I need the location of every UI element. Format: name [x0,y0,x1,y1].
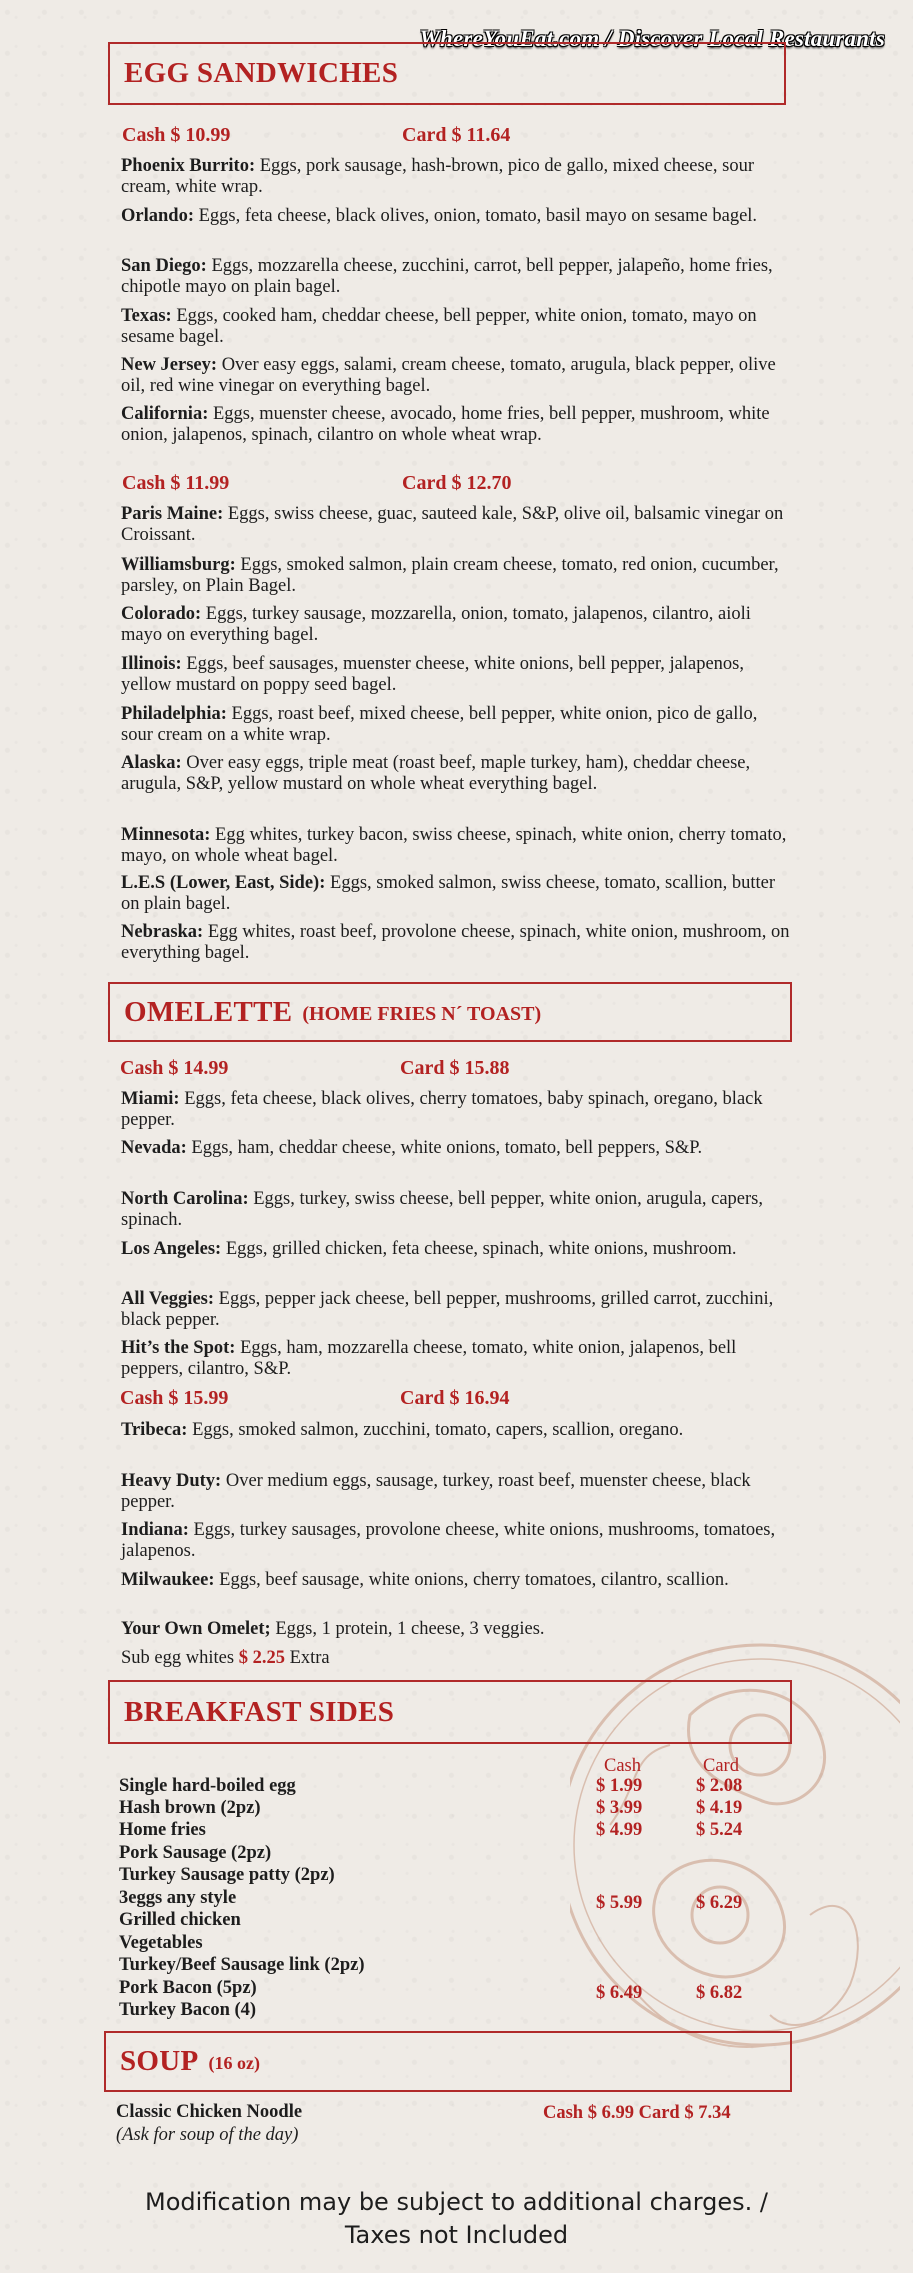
menu-item-miami: Miami: Eggs, feta cheese, black olives, cherry tomatoes, baby spinach, oregano, black pepper. [121,1089,763,1130]
breakfast-sides-header [108,1680,792,1744]
footer-line-1: Modification may be subject to additional charges. / [144,2188,769,2216]
side-item: Vegetables [119,1933,203,1953]
menu-item-alaska: Alaska: Over easy eggs, triple meat (roast beef, maple turkey, ham), cheddar cheese, arugula, S&P, yellow mustard on whole wheat everything bagel. [121,753,751,794]
side-item: Hash brown (2pz) [119,1798,261,1818]
cash-price: Cash $ 11.99 [122,472,230,494]
side-cash-price: $ 3.99 [596,1798,643,1818]
menu-item-all-veggies: All Veggies: Eggs, pepper jack cheese, bell pepper, mushrooms, grilled carrot, zucchini, black pepper. [121,1289,774,1330]
menu-item-tribeca: Tribeca: Eggs, smoked salmon, zucchini, tomato, capers, scallion, oregano. [121,1420,684,1440]
card-price: Card $ 11.64 [402,124,511,146]
side-item: Pork Sausage (2pz) [119,1843,272,1863]
card-price: Card $ 12.70 [402,472,512,494]
omelette-title: OMELETTE [124,995,293,1028]
menu-item-texas: Texas: Eggs, cooked ham, cheddar cheese, bell pepper, white onion, tomato, mayo on sesame bagel. [121,306,757,347]
side-item: Turkey/Beef Sausage link (2pz) [119,1955,365,1975]
side-cash-price: $ 5.99 [596,1893,643,1913]
menu-item-phoenix-burrito: Phoenix Burrito: Eggs, pork sausage, hash-brown, pico de gallo, mixed cheese, sour cream, white wrap. [121,156,754,197]
egg-whites-extra-note: Sub egg whites $ 2.25 Extra [121,1648,330,1668]
soup-header [104,2031,792,2092]
menu-item-philadelphia: Philadelphia: Eggs, roast beef, mixed cheese, bell pepper, white onion, pico de gallo, sour cream on a white wrap. [121,704,758,745]
menu-item-hits-the-spot: Hit’s the Spot: Eggs, ham, mozzarella cheese, tomato, white onion, jalapenos, bell peppers, cilantro, S&P. [121,1338,737,1379]
cash-price: Cash $ 10.99 [122,124,231,146]
card-price: Card $ 15.88 [400,1057,510,1079]
side-card-price: $ 4.19 [696,1798,743,1818]
cash-price: Cash $ 15.99 [120,1387,229,1409]
site-watermark: WhereYouEat.com / Discover Local Restaurants [419,26,885,51]
soup-title: SOUP [120,2045,199,2077]
menu-item-illinois: Illinois: Eggs, beef sausages, muenster cheese, white onions, bell pepper, jalapenos, yellow mustard on poppy seed bagel. [121,654,744,695]
menu-item-heavy-duty: Heavy Duty: Over medium eggs, sausage, turkey, roast beef, muenster cheese, black pepper. [121,1471,751,1512]
footer-line-2: Taxes not Included [344,2221,569,2249]
menu-item-nevada: Nevada: Eggs, ham, cheddar cheese, white onions, tomato, bell peppers, S&P. [121,1138,703,1158]
side-cash-price: $ 6.49 [596,1983,643,2003]
soup-subtitle: (16 oz) [208,2053,261,2073]
card-price: Card $ 16.94 [400,1387,510,1409]
side-card-price: $ 6.82 [696,1983,743,2003]
side-item: Grilled chicken [119,1910,241,1930]
menu-item-colorado: Colorado: Eggs, turkey sausage, mozzarella, onion, tomato, jalapenos, cilantro, aioli mayo on everything bagel. [121,604,751,645]
menu-item-los-angeles: Los Angeles: Eggs, grilled chicken, feta cheese, spinach, white onions, mushroom. [121,1239,737,1259]
menu-item-orlando: Orlando: Eggs, feta cheese, black olives, onion, tomato, basil mayo on sesame bagel. [121,206,758,226]
egg-sandwiches-header [108,42,786,105]
side-item: Single hard-boiled egg [119,1776,296,1796]
menu-item-minnesota: Minnesota: Egg whites, turkey bacon, swiss cheese, spinach, white onion, cherry tomato, mayo, on whole wheat bagel. [121,825,787,866]
menu-item-california: California: Eggs, muenster cheese, avocado, home fries, bell pepper, mushroom, white onion, jalapenos, spinach, cilantro on whole wheat wrap. [121,404,770,445]
menu-item-north-carolina: North Carolina: Eggs, turkey, swiss cheese, bell pepper, white onion, arugula, capers, spinach. [121,1189,763,1230]
menu-item-les: L.E.S (Lower, East, Side): Eggs, smoked salmon, swiss cheese, tomato, scallion, butter on plain bagel. [121,873,775,914]
side-cash-price: $ 1.99 [596,1776,643,1796]
side-card-price: $ 6.29 [696,1893,743,1913]
footer-note [0,2186,913,2252]
menu-item-your-own-omelet: Your Own Omelet; Eggs, 1 protein, 1 cheese, 3 veggies. [121,1619,545,1639]
menu-item-milwaukee: Milwaukee: Eggs, beef sausage, white onions, cherry tomatoes, cilantro, scallion. [121,1570,729,1590]
side-item: Turkey Bacon (4) [119,2000,257,2020]
side-cash-price: $ 4.99 [596,1820,643,1840]
sides-card-column-header: Card [703,1756,739,1776]
side-item: Pork Bacon (5pz) [119,1978,257,1998]
menu-item-paris-maine: Paris Maine: Eggs, swiss cheese, guac, sauteed kale, S&P, olive oil, balsamic vinegar on Croissant. [121,504,784,545]
menu-item-williamsburg: Williamsburg: Eggs, smoked salmon, plain cream cheese, tomato, red onion, cucumber, parsley, on Plain Bagel. [121,555,779,596]
omelette-subtitle: (HOME FRIES N´ TOAST) [302,1002,542,1025]
breakfast-sides-title: BREAKFAST SIDES [124,1695,395,1728]
soup-of-the-day-note: (Ask for soup of the day) [116,2125,299,2145]
egg-sandwiches-title: EGG SANDWICHES [124,57,399,89]
side-item: 3eggs any style [119,1888,237,1908]
side-item: Turkey Sausage patty (2pz) [119,1865,335,1885]
menu-item-indiana: Indiana: Eggs, turkey sausages, provolone cheese, white onions, mushrooms, tomatoes, jalapenos. [121,1520,776,1561]
menu-item-san-diego: San Diego: Eggs, mozzarella cheese, zucchini, carrot, bell pepper, jalapeño, home fries, chipotle mayo on plain bagel. [121,256,773,297]
sides-cash-column-header: Cash [604,1756,641,1776]
soup-item-name: Classic Chicken Noodle [116,2102,303,2122]
side-item: Home fries [119,1820,206,1840]
menu-item-new-jersey: New Jersey: Over easy eggs, salami, cream cheese, tomato, arugula, black pepper, olive oil, red wine vinegar on everything bagel. [121,355,776,396]
cash-price: Cash $ 14.99 [120,1057,229,1079]
menu-item-nebraska: Nebraska: Egg whites, roast beef, provolone cheese, spinach, white onion, mushroom, on everything bagel. [121,922,790,963]
side-card-price: $ 2.08 [696,1776,743,1796]
omelette-header [108,982,792,1042]
soup-price: Cash $ 6.99 Card $ 7.34 [543,2103,731,2123]
side-card-price: $ 5.24 [696,1820,743,1840]
